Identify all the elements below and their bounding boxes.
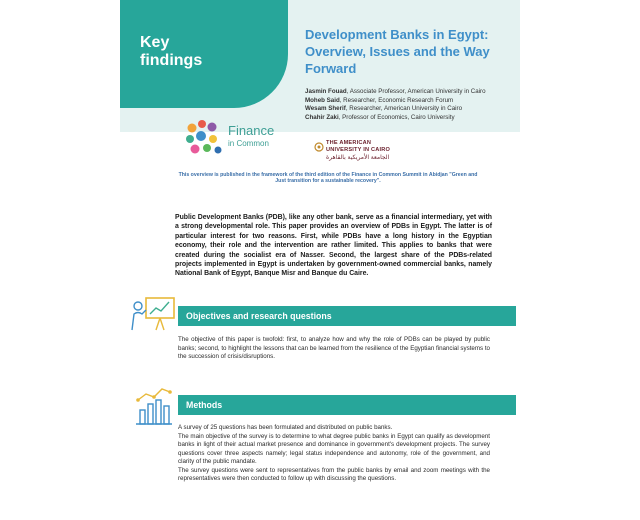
in-common-logo-text: in Common (228, 139, 269, 148)
presentation-board-icon (128, 290, 180, 340)
author-line: Chahir Zaki, Professor of Economics, Cairo University (305, 113, 455, 121)
methods-paragraph: The main objective of the survey is to determine to what degree public banks in Egypt can qualify as development banks in light of their actual market presence and dominance in government's development projects. The survey questions cover three aspects namely; legal status independence and autonomy, role of the government, and clarity of the public mandate. (178, 432, 490, 465)
finance-logo-text: Finance (228, 123, 275, 138)
bar-chart-icon (128, 382, 180, 432)
methods-paragraph: The survey questions were sent to representatives from the public banks by email and zoom meetings with the representatives were then conducted to follow up with discussing the questions. (178, 466, 490, 482)
intro-paragraph: Public Development Banks (PDB), like any other bank, serve as a financial intermediary, yet with a strong developmental role. This paper provides an overview of PDBs in Egypt. The latter is of particular interest for two reasons. First, while PDBs have a long history in the Egyptian economy, their role and the intervention are rather limited. This applies to banks that were created during the socialist era of Nasser. Second, the largest share of the PDBs-related projects implemented in Egypt is undertaken by government-owned commercial banks, namely National Bank of Egypt, Banque Misr and Banque du Caire. (175, 214, 492, 278)
auc-arabic-text: الجامعة الأمريكية بالقاهرة (326, 155, 390, 161)
methods-section-heading: Methods (178, 395, 516, 415)
methods-paragraph: A survey of 25 questions has been formulated and distributed on public banks. (178, 424, 393, 431)
key-findings-label: Key findings (140, 34, 203, 69)
auc-logo-text: THE AMERICAN UNIVERSITY IN CAIRO (326, 140, 390, 153)
objectives-text: The objective of this paper is twofold: first, to analyze how and why the role of PDBs can be played by public banks; second, to highlight the lessons that can be learned from the resilience of the Egyptian financial systems to the succession of crisis/disruptions. (178, 336, 490, 360)
author-line: Moheb Said, Researcher, Economic Research Forum (305, 96, 454, 104)
author-list (305, 88, 520, 122)
publication-note: This overview is published in the framework of the third edition of the Finance in Common Summit in Abidjan "Green and Just transition for a sustainable recovery". (178, 172, 478, 185)
author-line: Wesam Sherif, Researcher, American University in Cairo (305, 105, 463, 113)
author-line: Jasmin Fouad, Associate Professor, American University in Cairo (305, 88, 486, 95)
document-title: Development Banks in Egypt: Overview, Issues and the Way Forward (305, 27, 490, 76)
methods-text (178, 424, 490, 484)
objectives-section-heading: Objectives and research questions (178, 306, 516, 326)
